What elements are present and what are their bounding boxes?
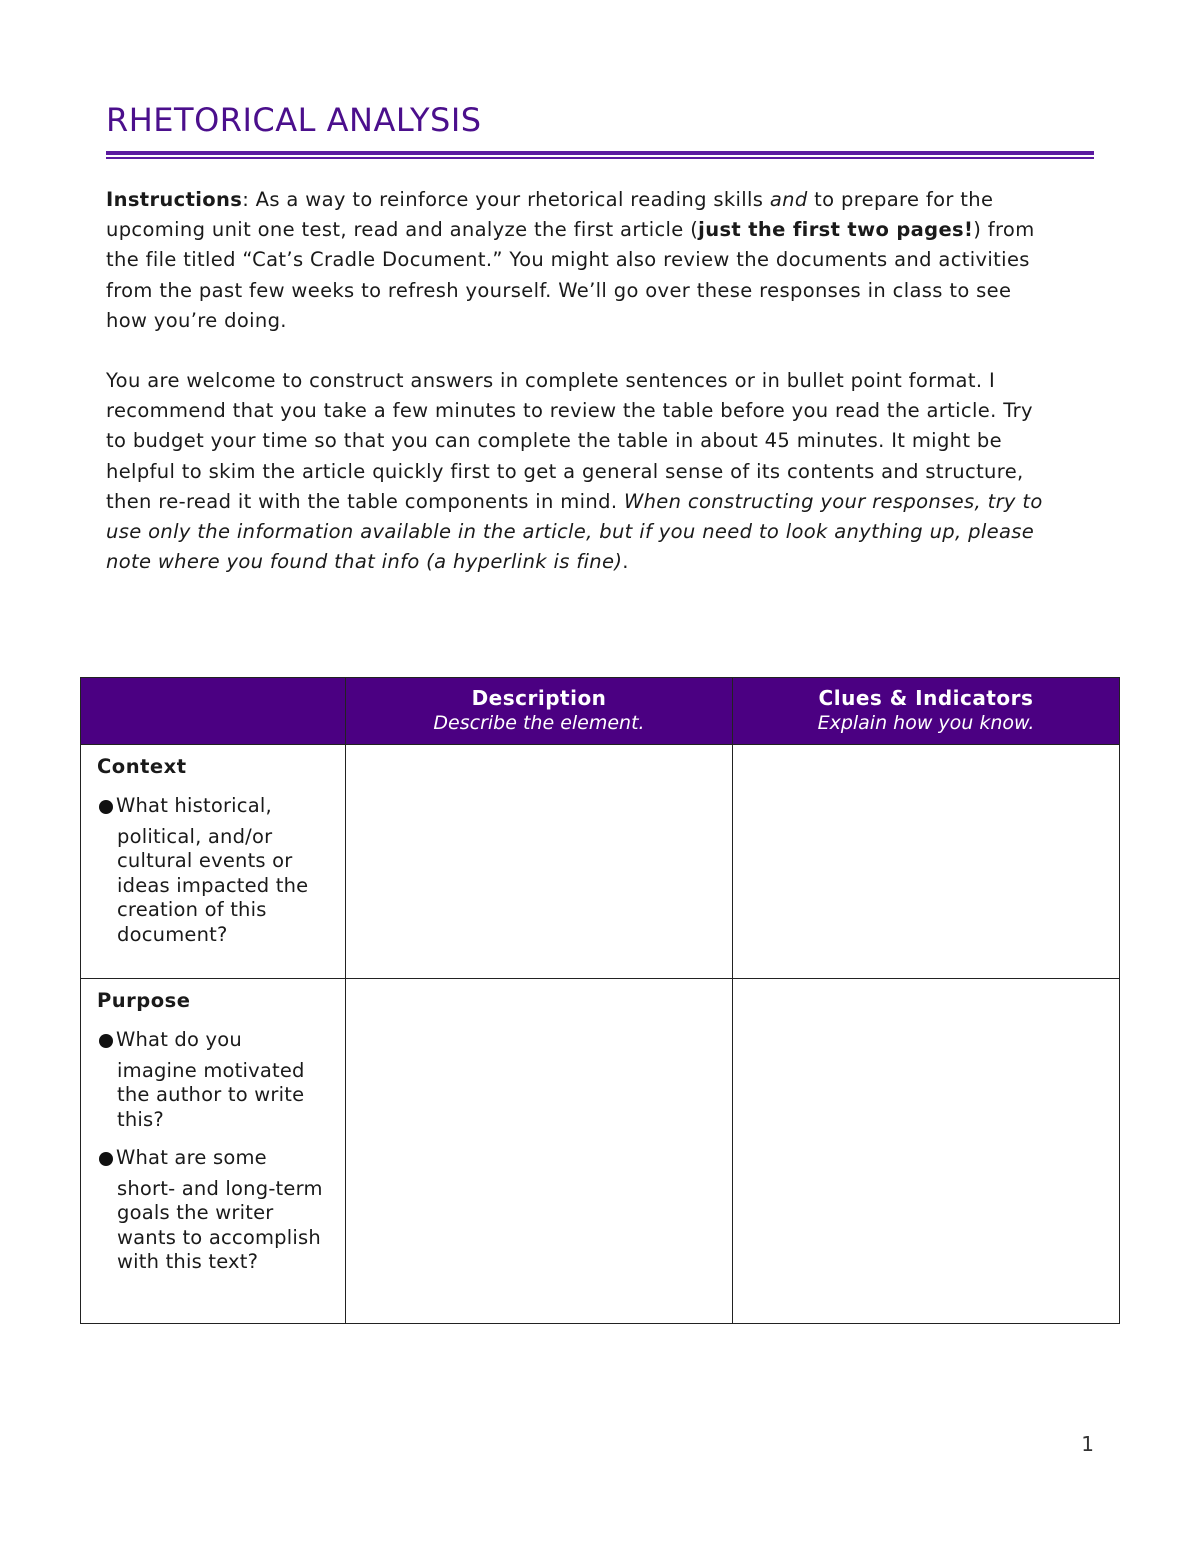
instructions-text-2: to prepare for the upcoming unit one test, read and analyze the first article ( bbox=[106, 188, 994, 242]
bullet-dot-icon bbox=[99, 1034, 113, 1048]
guidance-italic-note: When constructing your responses, try to use only the information available in the article, but if you need to look anything up, please note where you found that info (a hyperlink is fine) bbox=[106, 489, 1043, 574]
page-title: RHETORICAL ANALYSIS bbox=[106, 101, 482, 139]
instructions-text-1: : As a way to reinforce your rhetorical reading skills bbox=[242, 188, 770, 211]
instructions-emphasis-pages: just the first two pages! bbox=[698, 218, 974, 242]
bullet-first-line: What do you bbox=[116, 1028, 242, 1051]
bullet-rest: imagine motivated the author to write this? bbox=[117, 1058, 305, 1131]
guidance-paragraph bbox=[106, 366, 1046, 577]
bullet-dot-icon bbox=[99, 1152, 113, 1166]
header-description-title: Description bbox=[471, 686, 607, 710]
title-rule-thin bbox=[106, 157, 1094, 159]
bullet-first-line: What are some bbox=[116, 1146, 267, 1169]
table-row-context bbox=[81, 745, 1120, 979]
purpose-description-cell[interactable] bbox=[346, 979, 733, 1324]
row-label-purpose: Purpose bbox=[97, 989, 191, 1012]
row-label-context: Context bbox=[97, 755, 187, 778]
header-clues-title: Clues & Indicators bbox=[818, 686, 1034, 710]
table-header-row bbox=[81, 678, 1120, 745]
row-label-cell-context bbox=[81, 745, 346, 979]
bullet-dot-icon bbox=[99, 800, 113, 814]
instructions-paragraph bbox=[106, 185, 1046, 336]
header-clues bbox=[733, 678, 1120, 745]
bullet-item bbox=[97, 1146, 333, 1275]
page-number: 1 bbox=[1081, 1432, 1094, 1456]
row-label-cell-purpose bbox=[81, 979, 346, 1324]
instructions-text-3: ) from the file titled “Cat’s Cradle Document.” You might also review the documents and activities from the past few weeks to refresh yourself. We’ll go over these responses in class to see how you’re doing. bbox=[106, 218, 1035, 332]
analysis-table bbox=[80, 677, 1120, 1324]
purpose-clues-cell[interactable] bbox=[733, 979, 1120, 1324]
context-description-cell[interactable] bbox=[346, 745, 733, 979]
bullet-rest: political, and/or cultural events or ideas impacted the creation of this document? bbox=[117, 824, 309, 946]
bullet-first-line: What historical, bbox=[116, 794, 272, 817]
context-clues-cell[interactable] bbox=[733, 745, 1120, 979]
instructions-emphasis-and: and bbox=[769, 188, 808, 211]
header-clues-subtitle: Explain how you know. bbox=[817, 712, 1035, 734]
table-row-purpose bbox=[81, 979, 1120, 1324]
header-description bbox=[346, 678, 733, 745]
header-blank-cell bbox=[81, 678, 346, 745]
bullet-item bbox=[97, 794, 333, 947]
title-rule-thick bbox=[106, 151, 1094, 155]
instructions-label: Instructions bbox=[106, 188, 243, 211]
guidance-period: . bbox=[622, 550, 629, 574]
guidance-text: You are welcome to construct answers in complete sentences or in bullet point format. I recommend that you take a few minutes to review the table before you read the article. Try to budget your time so that you can complete the table in about 45 minutes. It might be helpful to skim the article quickly first to get a general sense of its contents and structure, then re-read it with the table components in mind. bbox=[106, 369, 1033, 513]
bullet-rest: short- and long-term goals the writer wants to accomplish with this text? bbox=[117, 1176, 323, 1273]
header-description-subtitle: Describe the element. bbox=[433, 712, 645, 734]
bullet-item bbox=[97, 1028, 333, 1132]
